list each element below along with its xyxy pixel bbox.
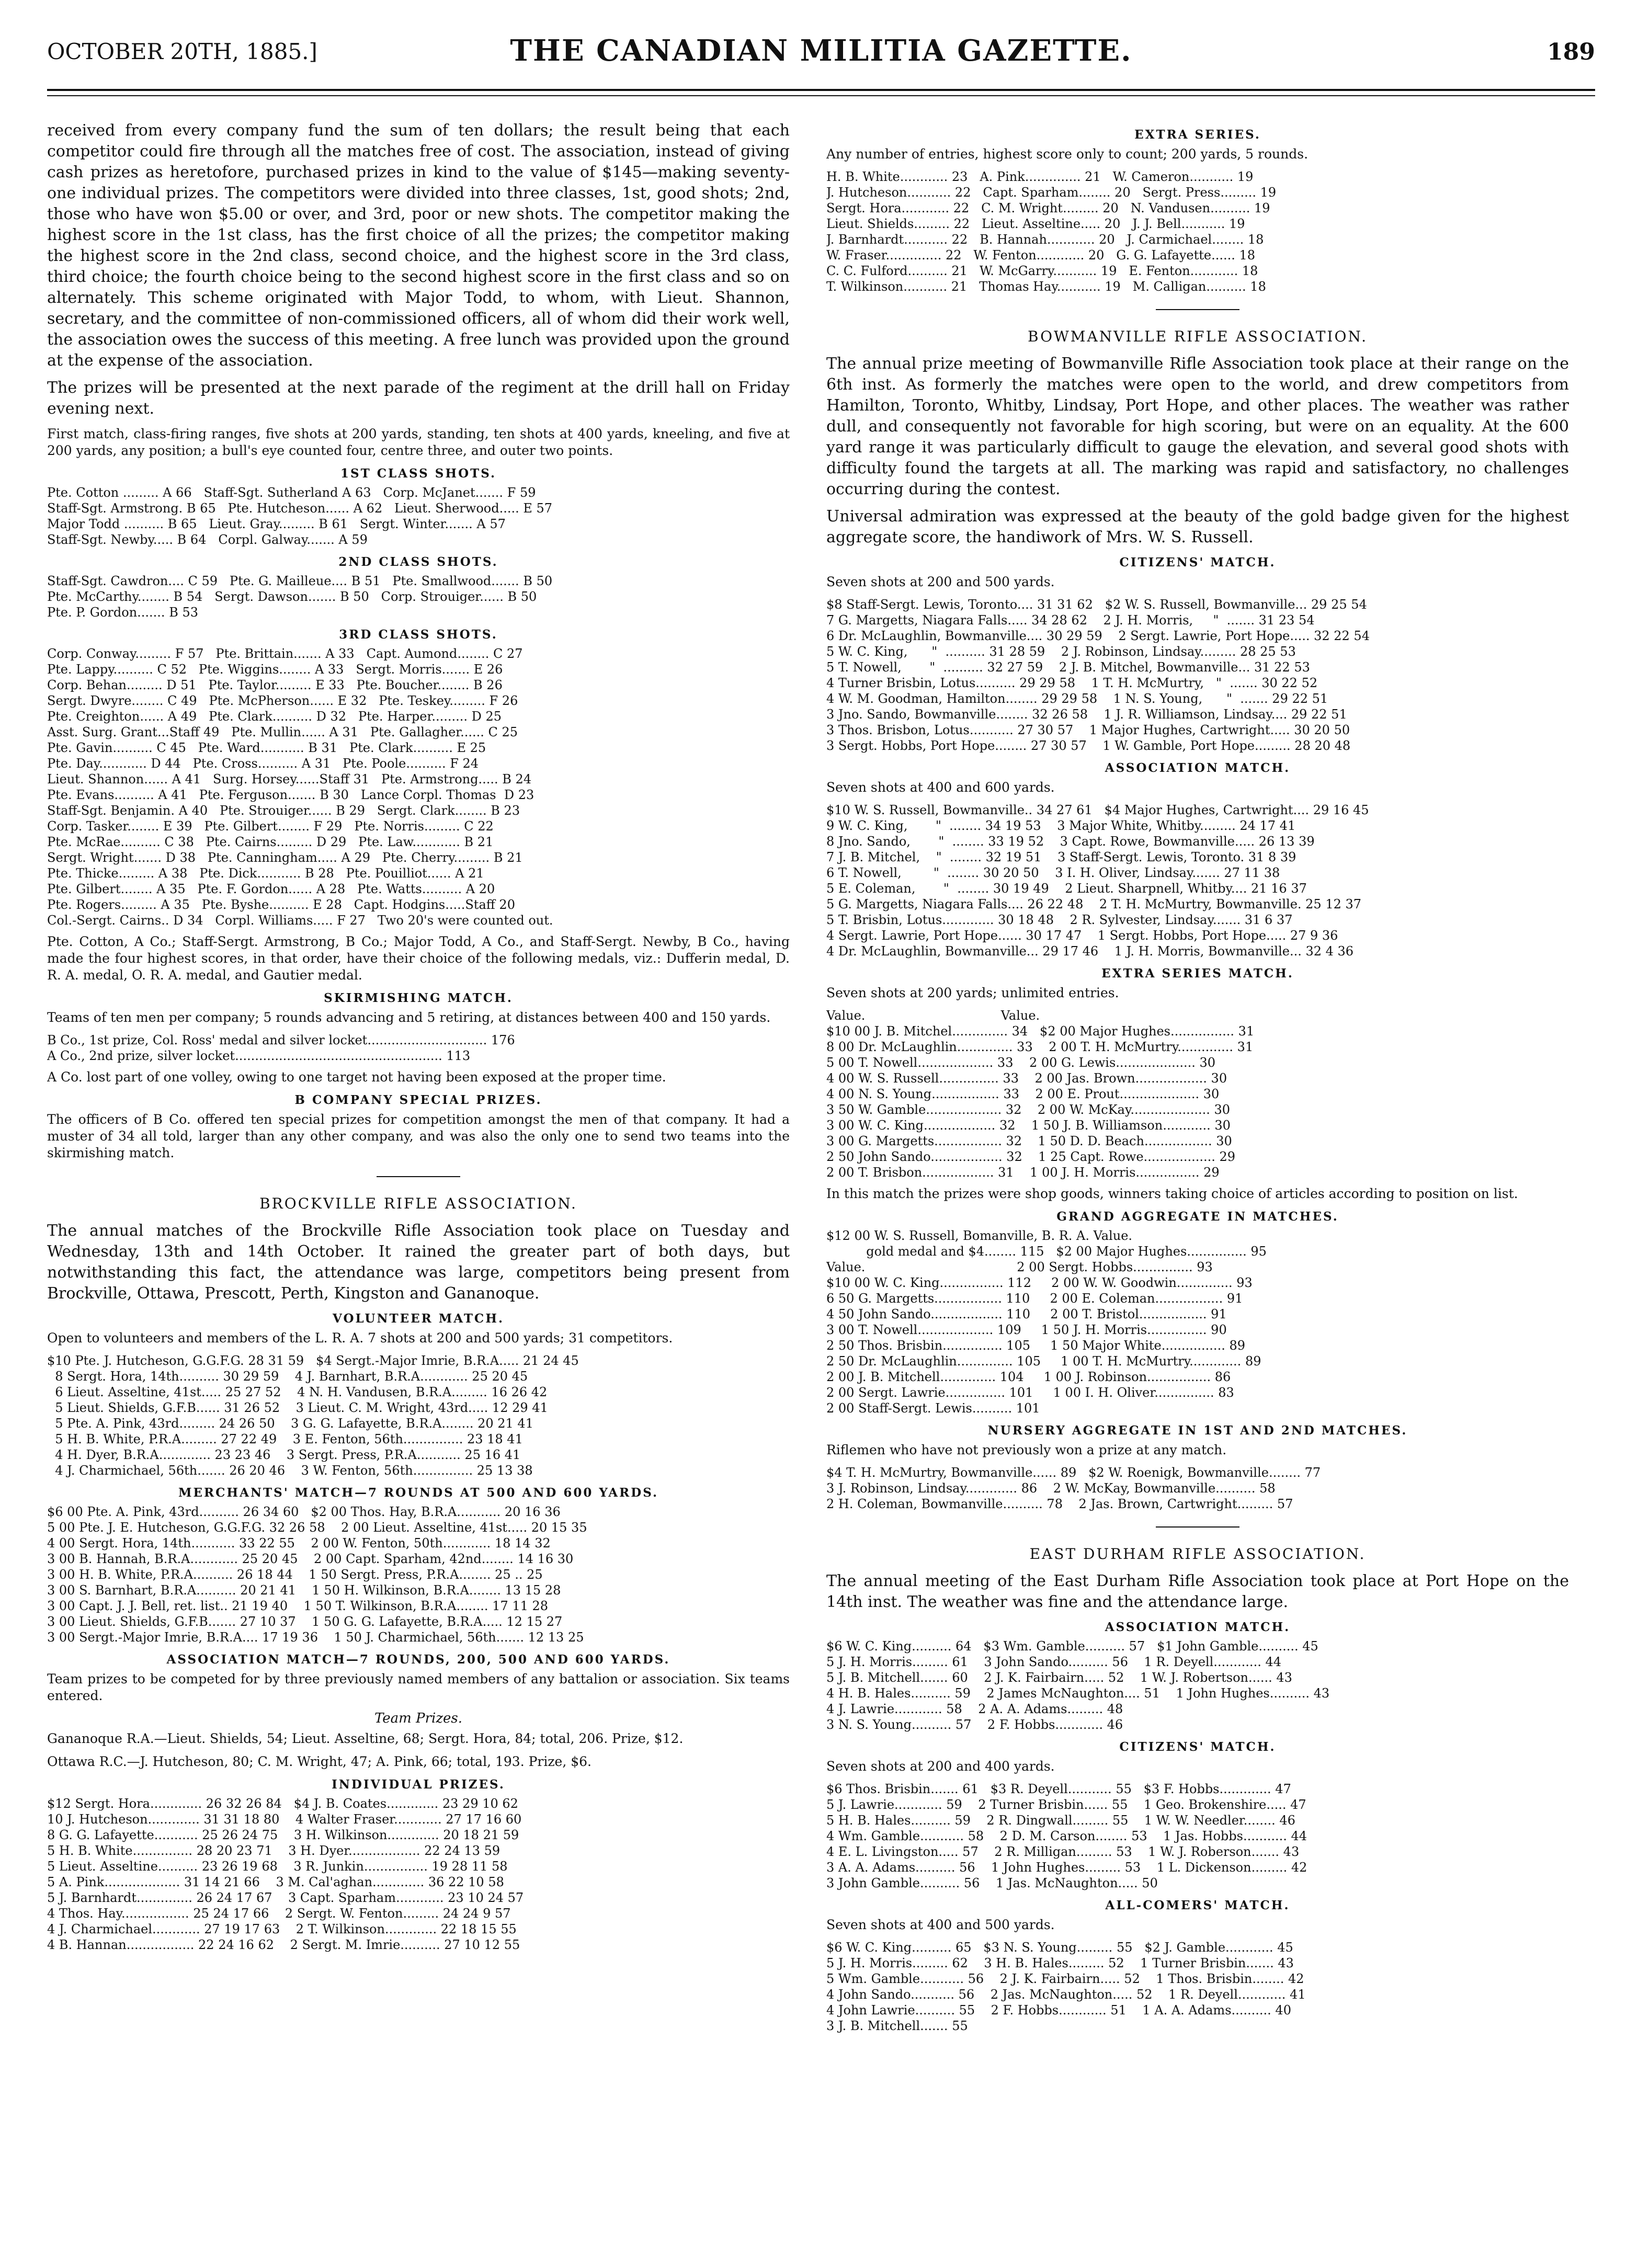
score-table-1st-class: [47, 485, 790, 548]
result-row: 4 Sergt. Lawrie, Port Hope...... 30 17 47 1 Sergt. Hobbs, Port Hope..... 27 9 36: [826, 928, 1338, 943]
result-row: 4 J. Charmichael, 56th....... 26 20 46 3 W. Fenton, 56th............... 25 13 38: [47, 1463, 533, 1478]
issue-date: OCTOBER 20TH, 1885.]: [47, 39, 317, 64]
result-row: 6 T. Nowell, " ........ 30 20 50 3 I. H. Oliver, Lindsay....... 27 11 38: [826, 865, 1280, 880]
result-row: Sergt. Wright....... D 38 Pte. Canningham..... A 29 Pte. Cherry......... B 21: [47, 850, 523, 865]
article-heading: BOWMANVILLE RIFLE ASSOCIATION.: [1027, 328, 1368, 345]
result-row: 6 50 G. Margetts................. 110 2 00 E. Coleman................. 91: [826, 1291, 1243, 1306]
publication-title: THE CANADIAN MILITIA GAZETTE.: [510, 33, 1132, 68]
result-row: 5 Lieut. Shields, G.F.B...... 31 26 52 3 Lieut. C. M. Wright, 43rd..... 12 29 41: [47, 1400, 548, 1415]
section-heading: 3RD CLASS SHOTS.: [339, 628, 498, 642]
skirmishing-desc: Teams of ten men per company; 5 rounds advancing and 5 retiring, at distances between 400 and 150 yards.: [47, 1010, 771, 1025]
result-row: 3 00 Capt. J. J. Bell, ret. list.. 21 19 40 1 50 T. Wilkinson, B.R.A........ 17 11 28: [47, 1599, 549, 1613]
header-rule-thin: [47, 95, 1595, 96]
result-row: $8 Staff-Sergt. Lewis, Toronto.... 31 31 62 $2 W. S. Russell, Bowmanville... 29 25 54: [826, 597, 1367, 612]
bowmanville-paragraph: The annual prize meeting of Bowmanville Rifle Association took place at their range on the 6th inst. As formerly the matches were open to the world, and drew competitors from Hamilton, Toronto, Whitby, Lindsay, Port Hope, and other places. The weather was rather dull, and consequently not favorable for high scoring, but were on an equality. At the 600 yard range it was particularly difficult to gauge the elevation, and several good shots with difficulty found the targets at all. The marking was rapid and satisfactory, no challenges occurring during the contest.: [826, 355, 1569, 498]
result-row: $12 00 W. S. Russell, Bomanville, B. R. A. Value.: [826, 1228, 1133, 1243]
result-row: $10 W. S. Russell, Bowmanville.. 34 27 61 $4 Major Hughes, Cartwright.... 29 16 45: [826, 803, 1369, 817]
result-row: 2 00 T. Brisbon.................. 31 1 00 J. H. Morris................ 29: [826, 1165, 1220, 1180]
result-row: 3 00 Lieut. Shields, G.F.B....... 27 10 37 1 50 G. G. Lafayette, B.R.A..... 12 15 27: [47, 1614, 563, 1629]
extra-series-results: [826, 169, 1569, 294]
result-row: 7 J. B. Mitchel, " ........ 32 19 51 3 Staff-Sergt. Lewis, Toronto. 31 8 39: [826, 850, 1296, 864]
team-prize-2: Ottawa R.C.—J. Hutcheson, 80; C. M. Wright, 47; A. Pink, 66; total, 193. Prize, $6.: [47, 1754, 592, 1769]
result-row: gold medal and $4........ 115 $2 00 Major Hughes............... 95: [826, 1244, 1267, 1259]
result-row: 5 H. B. Hales.......... 59 2 R. Dingwall......... 55 1 W. W. Needler........ 46: [826, 1813, 1295, 1828]
result-row: 4 John Lawrie.......... 55 2 F. Hobbs............ 51 1 A. A. Adams.......... 40: [826, 2003, 1291, 2018]
result-row: Staff-Sgt. Newby..... B 64 Corpl. Galway....... A 59: [47, 532, 368, 547]
section-heading: EXTRA SERIES MATCH.: [1101, 966, 1294, 981]
result-row: W. Fraser.............. 22 W. Fenton............ 20 G. G. Lafayette...... 18: [826, 248, 1256, 263]
result-row: Corp. Conway......... F 57 Pte. Brittain....... A 33 Capt. Aumond........ C 27: [47, 646, 523, 661]
ed-citizens-desc: Seven shots at 200 and 400 yards.: [826, 1759, 1055, 1774]
result-row: Corp. Behan......... D 51 Pte. Taylor......... E 33 Pte. Boucher........ B 26: [47, 678, 503, 692]
result-row: Sergt. Hora............ 22 C. M. Wright......... 20 N. Vandusen.......... 19: [826, 201, 1270, 215]
result-row: 5 00 T. Nowell................... 33 2 00 G. Lewis.................... 30: [826, 1055, 1216, 1070]
result-row: 8 00 Dr. McLaughlin.............. 33 2 00 T. H. McMurtry.............. 31: [826, 1040, 1254, 1054]
result-row: 4 Dr. McLaughlin, Bowmanville... 29 17 46 1 J. H. Morris, Bowmanville... 32 4 36: [826, 944, 1354, 959]
result-row: Pte. Cotton ......... A 66 Staff-Sgt. Sutherland A 63 Corp. McJanet....... F 59: [47, 485, 536, 500]
section-heading: 2ND CLASS SHOTS.: [338, 555, 498, 569]
result-row: Pte. McCarthy........ B 54 Sergt. Dawson....... B 50 Corp. Strouiger...... B 50: [47, 589, 537, 604]
result-row: 2 00 J. B. Mitchell.............. 104 1 00 J. Robinson................ 86: [826, 1370, 1231, 1384]
result-row: 2 00 Sergt. Lawrie............... 101 1 00 I. H. Oliver............... 83: [826, 1385, 1234, 1400]
section-heading: SKIRMISHING MATCH.: [324, 991, 513, 1005]
result-row: $6 00 Pte. A. Pink, 43rd.......... 26 34 60 $2 00 Thos. Hay, B.R.A........... 20 16 36: [47, 1505, 561, 1519]
result-row: 4 50 John Sando.................. 110 2 00 T. Bristol................. 91: [826, 1307, 1227, 1321]
result-row: Pte. Lappy.......... C 52 Pte. Wiggins........ A 33 Sergt. Morris....... E 26: [47, 662, 503, 677]
result-row: 4 Wm. Gamble........... 58 2 D. M. Carson........ 53 1 Jas. Hobbs........... 44: [826, 1829, 1307, 1843]
result-row: C. C. Fulford.......... 21 W. McGarry........... 19 E. Fenton............ 18: [826, 264, 1258, 278]
result-row: 3 John Gamble.......... 56 1 Jas. McNaughton..... 50: [826, 1876, 1158, 1890]
citizens-desc: Seven shots at 200 and 500 yards.: [826, 574, 1055, 589]
result-row: $6 Thos. Brisbin....... 61 $3 R. Deyell........... 55 $3 F. Hobbs............. 47: [826, 1782, 1291, 1796]
first-match-desc: First match, class-firing ranges, five shots at 200 yards, standing, ten shots at 400 yards, kneeling, and five at 200 yards, any position; a bull's eye counted four, centre three, and outer two points.: [47, 426, 790, 458]
extra-series-desc: Any number of entries, highest score only to count; 200 yards, 5 rounds.: [826, 146, 1309, 162]
result-row: 2 50 Dr. McLaughlin.............. 105 1 00 T. H. McMurtry............. 89: [826, 1354, 1261, 1369]
medals-paragraph: Pte. Cotton, A Co.; Staff-Sergt. Armstrong, B Co.; Major Todd, A Co., and Staff-Sergt. Newby, B Co., having made the four highest scores, in that order, have their choice of the following medals, viz.: Dufferin medal, D. R. A. medal, O. R. A. medal, and Gautier medal.: [47, 934, 790, 983]
result-row: $10 00 J. B. Mitchel.............. 34 $2 00 Major Hughes................ 31: [826, 1024, 1255, 1039]
result-row: 3 00 G. Margetts................. 32 1 50 D. D. Beach................. 30: [826, 1134, 1232, 1148]
header-rule: [47, 89, 1595, 91]
result-row: 5 A. Pink................... 31 14 21 66 3 M. Cal'aghan............. 36 22 10 58: [47, 1875, 504, 1889]
result-row: $10 Pte. J. Hutcheson, G.G.F.G. 28 31 59 $4 Sergt.-Major Imrie, B.R.A..... 21 24 45: [47, 1353, 579, 1368]
result-row: 5 Pte. A. Pink, 43rd......... 24 26 50 3 G. G. Lafayette, B.R.A........ 20 21 41: [47, 1416, 533, 1431]
result-row: Pte. P. Gordon....... B 53: [47, 605, 198, 620]
result-row: 5 J. Barnhardt.............. 26 24 17 67 3 Capt. Sparham............ 23 10 24 57: [47, 1890, 524, 1905]
ed-citizens-results: [826, 1781, 1569, 1891]
result-row: 3 Jno. Sando, Bowmanville........ 32 26 58 1 J. R. Williamson, Lindsay.... 29 22 51: [826, 707, 1347, 722]
result-row: 2 H. Coleman, Bowmanville.......... 78 2 Jas. Brown, Cartwright......... 57: [826, 1497, 1293, 1511]
result-row: Lieut. Shields......... 22 Lieut. Asseltine..... 20 J. J. Bell........... 19: [826, 216, 1245, 231]
result-row: 5 G. Margetts, Niagara Falls.... 26 22 48 2 T. H. McMurtry, Bowmanville. 25 12 37: [826, 897, 1362, 911]
section-heading: ALL-COMERS' MATCH.: [1105, 1898, 1290, 1912]
score-table-2nd-class: [47, 573, 790, 620]
result-row: 4 John Sando........... 56 2 Jas. McNaughton..... 52 1 R. Deyell............ 41: [826, 1987, 1306, 2002]
result-row: 3 N. S. Young.......... 57 2 F. Hobbs............ 46: [826, 1717, 1123, 1732]
team-prizes-heading: Team Prizes.: [374, 1711, 463, 1726]
section-heading: ASSOCIATION MATCH—7 ROUNDS, 200, 500 AND 600 YARDS.: [166, 1652, 670, 1667]
brockville-paragraph: The annual matches of the Brockville Rifle Association took place on Tuesday and Wednesday, 13th and 14th October. It rained the greater part of both days, but notwithstanding this fact, the attendance was large, competitors being present from Brockville, Ottawa, Prescott, Perth, Kingston and Gananoque.: [47, 1222, 790, 1303]
section-heading: GRAND AGGREGATE IN MATCHES.: [1056, 1210, 1339, 1224]
result-row: 6 Lieut. Asseltine, 41st..... 25 27 52 4 N. H. Vandusen, B.R.A......... 16 26 42: [47, 1385, 548, 1399]
separator: [1156, 309, 1239, 310]
skirmishing-note: A Co. lost part of one volley, owing to one target not having been exposed at the proper time.: [47, 1069, 666, 1085]
result-row: Lieut. Shannon...... A 41 Surg. Horsey......Staff 31 Pte. Armstrong..... B 24: [47, 772, 532, 787]
result-row: 4 W. M. Goodman, Hamilton........ 29 29 58 1 N. S. Young, " ....... 29 22 51: [826, 691, 1328, 706]
result-row: Pte. Gavin.......... C 45 Pte. Ward........... B 31 Pte. Clark.......... E 25: [47, 740, 486, 755]
result-row: J. Barnhardt........... 22 B. Hannah............ 20 J. Carmichael........ 18: [826, 232, 1264, 247]
result-row: 2 00 Staff-Sergt. Lewis.......... 101: [826, 1401, 1040, 1416]
result-row: 3 00 B. Hannah, B.R.A............ 25 20 45 2 00 Capt. Sparham, 42nd........ 14 16 30: [47, 1552, 574, 1566]
section-heading: INDIVIDUAL PRIZES.: [332, 1777, 505, 1792]
result-row: 8 G. G. Lafayette........... 25 26 24 75 3 H. Wilkinson............. 20 18 21 59: [47, 1828, 519, 1842]
intro-paragraph: received from every company fund the sum of ten dollars; the result being that each competitor could fire through all the matches free of cost. The association, instead of giving cash prizes as heretofore, purchased prizes in kind to the value of $145—making seventy-one individual prizes. The competitors were divided into three classes, 1st, good shots; 2nd, those who have won $5.00 or over, and 3rd, poor or new shots. The competitor making the highest score in the 1st class, has the first choice of all the prizes; the competitor making the highest score in the 2nd class, second choice, and the highest score in the 3rd class, third choice; the fourth choice being to the second highest score in the first class and so on alternately. This scheme originated with Major Todd, to whom, with Lieut. Shannon, secretary, and the committee of non-commissioned officers, all of whom did their work well, the association owes the success of this meeting. A free lunch was provided upon the ground at the expense of the association.: [47, 121, 790, 370]
section-heading: B COMPANY SPECIAL PRIZES.: [294, 1093, 542, 1107]
result-row: 5 J. B. Mitchell....... 60 2 J. K. Fairbairn..... 52 1 W. J. Robertson...... 43: [826, 1670, 1292, 1685]
result-row: 9 W. C. King, " ........ 34 19 53 3 Major White, Whitby......... 24 17 41: [826, 818, 1296, 833]
article-heading: EAST DURHAM RIFLE ASSOCIATION.: [1029, 1545, 1366, 1563]
result-row: H. B. White............ 23 A. Pink.............. 21 W. Cameron........... 19: [826, 169, 1254, 184]
result-row: $12 Sergt. Hora............. 26 32 26 84 $4 J. B. Coates............. 23 29 10 62: [47, 1796, 518, 1811]
b-company-paragraph: The officers of B Co. offered ten special prizes for competition amongst the men of that company. It had a muster of 34 all told, larger than any other company, and was also the only one to send two teams into the skirmishing match.: [47, 1112, 790, 1160]
result-row: Value. 2 00 Sergt. Hobbs............... 93: [826, 1260, 1213, 1274]
result-row: 5 J. H. Morris......... 61 3 John Sando.......... 56 1 R. Deyell............ 44: [826, 1655, 1281, 1669]
section-heading: NURSERY AGGREGATE IN 1ST AND 2ND MATCHES.: [987, 1423, 1408, 1438]
separator: [1156, 1526, 1239, 1528]
extra-series-note: In this match the prizes were shop goods, winners taking choice of articles according to position on list.: [826, 1186, 1518, 1201]
result-row: 5 Wm. Gamble........... 56 2 J. K. Fairbairn..... 52 1 Thos. Brisbin........ 42: [826, 1971, 1304, 1986]
individual-prizes: [47, 1796, 790, 1953]
result-row: Pte. Creighton...... A 49 Pte. Clark.......... D 32 Pte. Harper......... D 25: [47, 709, 502, 724]
result-row: 10 J. Hutcheson............. 31 31 18 80 4 Walter Fraser............ 27 17 16 60: [47, 1812, 522, 1827]
result-row: 3 00 Sergt.-Major Imrie, B.R.A.... 17 19 36 1 50 J. Charmichael, 56th....... 12 13 25: [47, 1630, 584, 1645]
result-row: Pte. Thicke......... A 38 Pte. Dick........... B 28 Pte. Pouilliot...... A 21: [47, 866, 484, 881]
result-row: 4 J. Charmichael............ 27 19 17 63 2 T. Wilkinson............. 22 18 15 55: [47, 1922, 517, 1936]
result-row: T. Wilkinson........... 21 Thomas Hay........... 19 M. Calligan.......... 18: [826, 279, 1266, 294]
result-row: Pte. Rogers......... A 35 Pte. Byshe.......... E 28 Capt. Hodgins.....Staff 20: [47, 897, 515, 912]
result-row: Sergt. Dwyre........ C 49 Pte. McPherson...... E 32 Pte. Teskey......... F 26: [47, 693, 518, 708]
result-row: Pte. Gilbert........ A 35 Pte. F. Gordon...... A 28 Pte. Watts.......... A 20: [47, 882, 495, 896]
result-row: 3 A. A. Adams.......... 56 1 John Hughes......... 53 1 L. Dickenson......... 42: [826, 1860, 1307, 1875]
bowmanville-paragraph-2: Universal admiration was expressed at the beauty of the gold badge given for the highest aggregate score, the handiwork of Mrs. W. S. Russell.: [826, 507, 1569, 546]
result-row: Col.-Sergt. Cairns.. D 34 Corpl. Williams..... F 27 Two 20's were counted out.: [47, 913, 553, 928]
section-heading: CITIZENS' MATCH.: [1119, 1740, 1276, 1754]
citizens-results: [826, 597, 1569, 754]
result-row: 4 J. Lawrie............ 58 2 A. A. Adams......... 48: [826, 1702, 1123, 1716]
association-match-results: [826, 802, 1569, 959]
result-row: 5 00 Pte. J. E. Hutcheson, G.G.F.G. 32 26 58 2 00 Lieut. Asseltine, 41st..... 20 15 35: [47, 1520, 587, 1535]
result-row: 3 J. B. Mitchell....... 55: [826, 2019, 968, 2033]
section-heading: ASSOCIATION MATCH.: [1105, 1620, 1291, 1634]
result-row: 3 00 S. Barnhart, B.R.A.......... 20 21 41 1 50 H. Wilkinson, B.R.A........ 13 15 28: [47, 1583, 561, 1598]
page-number: 189: [1547, 39, 1595, 65]
result-row: 5 W. C. King, " .......... 31 28 59 2 J. Robinson, Lindsay......... 28 25 53: [826, 644, 1296, 659]
result-row: 3 50 W. Gamble................... 32 2 00 W. McKay.................... 30: [826, 1102, 1231, 1117]
result-row: 4 B. Hannan................. 22 24 16 62 2 Sergt. M. Imrie.......... 27 10 12 55: [47, 1938, 520, 1952]
result-row: 4 H. Dyer, B.R.A............. 23 23 46 3 Sergt. Press, P.R.A........... 25 16 41: [47, 1448, 521, 1462]
result-row: 5 T. Nowell, " .......... 32 27 59 2 J. B. Mitchel, Bowmanville... 31 22 53: [826, 660, 1310, 675]
section-heading: CITIZENS' MATCH.: [1119, 555, 1276, 569]
all-comers-desc: Seven shots at 400 and 500 yards.: [826, 1917, 1055, 1932]
result-row: 4 00 N. S. Young................. 33 2 00 E. Prout.................... 30: [826, 1087, 1220, 1101]
result-row: Corp. Tasker........ E 39 Pte. Gilbert........ F 29 Pte. Norris......... C 22: [47, 819, 494, 834]
grand-aggregate-results: [826, 1228, 1569, 1416]
result-row: 3 Sergt. Hobbs, Port Hope........ 27 30 57 1 W. Gamble, Port Hope......... 28 20 48: [826, 738, 1351, 753]
result-row: 8 Sergt. Hora, 14th.......... 30 29 59 4 J. Barnhart, B.R.A............ 25 20 45: [47, 1369, 528, 1384]
result-row: 2 50 Thos. Brisbin............... 105 1 50 Major White................ 89: [826, 1338, 1245, 1353]
result-row: Asst. Surg. Grant...Staff 49 Pte. Mullin...... A 31 Pte. Gallagher...... C 25: [47, 725, 518, 739]
east-durham-paragraph: The annual meeting of the East Durham Rifle Association took place at Port Hope on the 14th inst. The weather was fine and the attendance large.: [826, 1572, 1569, 1611]
all-comers-results: [826, 1940, 1569, 2034]
result-row: B Co., 1st prize, Col. Ross' medal and silver locket.............................. 176: [47, 1033, 515, 1047]
nursery-desc: Riflemen who have not previously won a prize at any match.: [826, 1442, 1227, 1457]
result-row: 4 00 W. S. Russell............... 33 2 00 Jas. Brown.................. 30: [826, 1071, 1227, 1086]
result-row: $10 00 W. C. King................ 112 2 00 W. W. Goodwin.............. 93: [826, 1275, 1253, 1290]
result-row: Pte. McRae.......... C 38 Pte. Cairns......... D 29 Pte. Law............ B 21: [47, 835, 494, 849]
result-row: $6 W. C. King.......... 65 $3 N. S. Young......... 55 $2 J. Gamble............ 45: [826, 1940, 1293, 1955]
result-row: 2 50 John Sando.................. 32 1 25 Capt. Rowe.................. 29: [826, 1149, 1236, 1164]
left-column: [47, 120, 790, 2238]
result-row: J. Hutcheson........... 22 Capt. Sparham........ 20 Sergt. Press......... 19: [826, 185, 1277, 200]
result-row: 4 Thos. Hay................. 25 24 17 66 2 Sergt. W. Fenton......... 24 24 9 57: [47, 1906, 511, 1921]
result-row: 5 J. H. Morris......... 62 3 H. B. Hales......... 52 1 Turner Brisbin....... 43: [826, 1956, 1294, 1970]
section-heading: MERCHANTS' MATCH—7 ROUNDS AT 500 AND 600 YARDS.: [178, 1486, 658, 1500]
result-row: 4 00 Sergt. Hora, 14th........... 33 22 55 2 00 W. Fenton, 50th............ 18 14 32: [47, 1536, 551, 1551]
section-heading: ASSOCIATION MATCH.: [1105, 761, 1291, 775]
volunteer-results: [47, 1353, 790, 1478]
result-row: 8 Jno. Sando, " ........ 33 19 52 3 Capt. Rowe, Bowmanville..... 26 13 39: [826, 834, 1315, 849]
ed-association-results: [826, 1638, 1569, 1733]
result-row: A Co., 2nd prize, silver locket.................................................... 113: [47, 1048, 471, 1063]
result-row: 5 E. Coleman, " ........ 30 19 49 2 Lieut. Sharpnell, Whitby.... 21 16 37: [826, 881, 1307, 896]
team-prize-1: Gananoque R.A.—Lieut. Shields, 54; Lieut. Asseltine, 68; Sergt. Hora, 84; total, 206. Prize, $12.: [47, 1731, 684, 1746]
separator: [377, 1176, 460, 1177]
result-row: $6 W. C. King.......... 64 $3 Wm. Gamble.......... 57 $1 John Gamble.......... 45: [826, 1639, 1318, 1654]
result-row: 4 H. B. Hales.......... 59 2 James McNaughton.... 51 1 John Hughes.......... 43: [826, 1686, 1330, 1701]
result-row: $4 T. H. McMurtry, Bowmanville...... 89 $2 W. Roenigk, Bowmanville........ 77: [826, 1465, 1321, 1480]
right-column: [826, 120, 1569, 2238]
intro-paragraph-2: The prizes will be presented at the next parade of the regiment at the drill hall on Friday evening next.: [47, 379, 790, 418]
result-row: 5 T. Brisbin, Lotus............. 30 18 48 2 R. Sylvester, Lindsay....... 31 6 37: [826, 913, 1293, 927]
result-row: 3 00 W. C. King.................. 32 1 50 J. B. Williamson............ 30: [826, 1118, 1231, 1133]
result-row: 3 00 H. B. White, P.R.A.......... 26 18 44 1 50 Sergt. Press, P.R.A........ 25 .. 25: [47, 1567, 543, 1582]
merchants-results: [47, 1504, 790, 1645]
result-row: 3 00 T. Nowell................... 109 1 50 J. H. Morris............... 90: [826, 1323, 1227, 1337]
result-row: 5 Lieut. Asseltine.......... 23 26 19 68 3 R. Junkin................ 19 28 11 58: [47, 1859, 508, 1874]
nursery-results: [826, 1465, 1569, 1512]
result-row: 3 Thos. Brisbon, Lotus........... 27 30 57 1 Major Hughes, Cartwright..... 30 20 50: [826, 723, 1350, 737]
result-row: 6 Dr. McLaughlin, Bowmanville.... 30 29 59 2 Sergt. Lawrie, Port Hope..... 32 22 54: [826, 629, 1370, 643]
result-row: Value. Value.: [826, 1008, 1040, 1023]
result-row: 3 J. Robinson, Lindsay............. 86 2 W. McKay, Bowmanville.......... 58: [826, 1481, 1276, 1496]
section-heading: VOLUNTEER MATCH.: [333, 1312, 504, 1326]
result-row: 5 J. Lawrie............ 59 2 Turner Brisbin...... 55 1 Geo. Brokenshire..... 47: [826, 1797, 1306, 1812]
result-row: 4 E. L. Livingston..... 57 2 R. Milligan......... 53 1 W. J. Roberson....... 43: [826, 1844, 1300, 1859]
extra-series-match-results: [826, 1008, 1569, 1180]
result-row: Staff-Sgt. Cawdron.... C 59 Pte. G. Mailleue.... B 51 Pte. Smallwood....... B 50: [47, 574, 553, 588]
volunteer-desc: Open to volunteers and members of the L. R. A. 7 shots at 200 and 500 yards; 31 competitors.: [47, 1330, 673, 1346]
result-row: Pte. Evans.......... A 41 Pte. Ferguson....... B 30 Lance Corpl. Thomas D 23: [47, 788, 534, 802]
skirmishing-results: [47, 1032, 790, 1064]
result-row: Staff-Sgt. Armstrong. B 65 Pte. Hutcheson...... A 62 Lieut. Sherwood..... E 57: [47, 501, 553, 516]
result-row: Major Todd .......... B 65 Lieut. Gray......... B 61 Sergt. Winter....... A 57: [47, 517, 506, 531]
score-table-3rd-class: [47, 646, 790, 928]
article-heading: BROCKVILLE RIFLE ASSOCIATION.: [259, 1195, 577, 1212]
result-row: Staff-Sgt. Benjamin. A 40 Pte. Strouiger...... B 29 Sergt. Clark........ B 23: [47, 803, 520, 818]
association-match-desc: Seven shots at 400 and 600 yards.: [826, 780, 1055, 795]
result-row: 7 G. Margetts, Niagara Falls..... 34 28 62 2 J. H. Morris, " ....... 31 23 54: [826, 613, 1315, 628]
extra-series-match-desc: Seven shots at 200 yards; unlimited entries.: [826, 985, 1119, 1000]
section-heading: EXTRA SERIES.: [1134, 128, 1261, 142]
result-row: 5 H. B. White, P.R.A......... 27 22 49 3 E. Fenton, 56th............... 23 18 41: [47, 1432, 523, 1446]
section-heading: 1ST CLASS SHOTS.: [340, 466, 497, 481]
masthead: [47, 31, 1595, 73]
association-desc: Team prizes to be competed for by three previously named members of any battalion or association. Six teams entered.: [47, 1671, 790, 1703]
result-row: 5 H. B. White............... 28 20 23 71 3 H. Dyer.................. 22 24 13 59: [47, 1843, 500, 1858]
result-row: 4 Turner Brisbin, Lotus.......... 29 29 58 1 T. H. McMurtry, " ....... 30 22 52: [826, 676, 1318, 690]
result-row: Pte. Day............ D 44 Pte. Cross.......... A 31 Pte. Poole.......... F 24: [47, 756, 479, 771]
